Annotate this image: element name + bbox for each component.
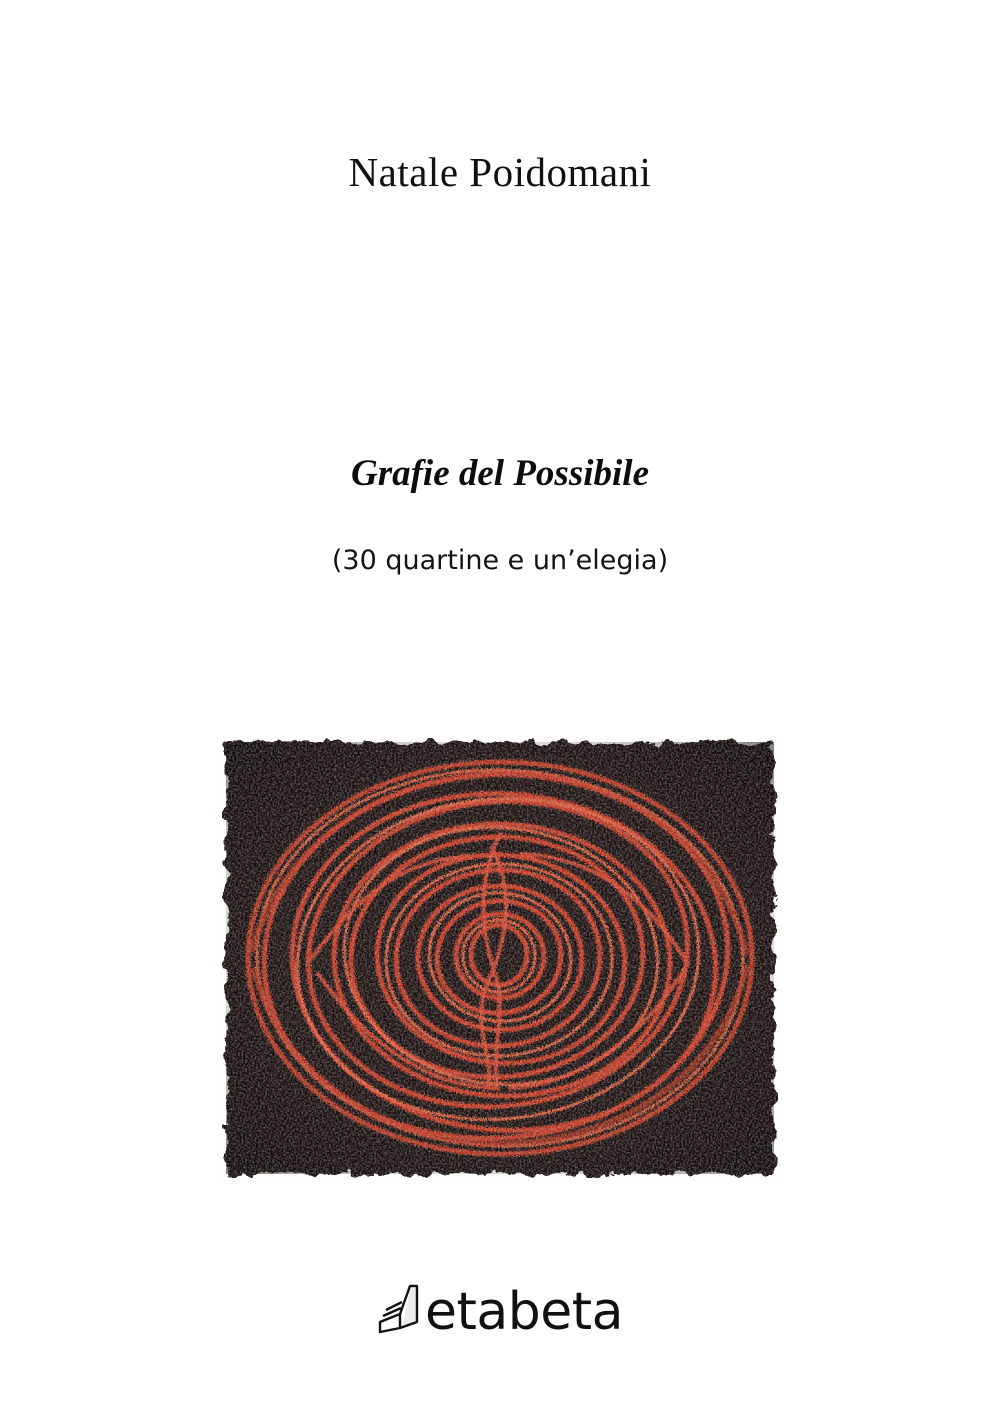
publisher-name: etabeta [425, 1282, 623, 1342]
cover-artwork-image [222, 738, 778, 1178]
cover-artwork [222, 738, 778, 1178]
book-title: Grafie del Possibile [350, 453, 649, 494]
book-subtitle: (30 quartine e un’elegia) [331, 545, 669, 576]
publisher-logo [0, 1282, 1000, 1342]
open-book-icon [377, 1282, 423, 1334]
author-name: Natale Poidomani [348, 149, 652, 195]
